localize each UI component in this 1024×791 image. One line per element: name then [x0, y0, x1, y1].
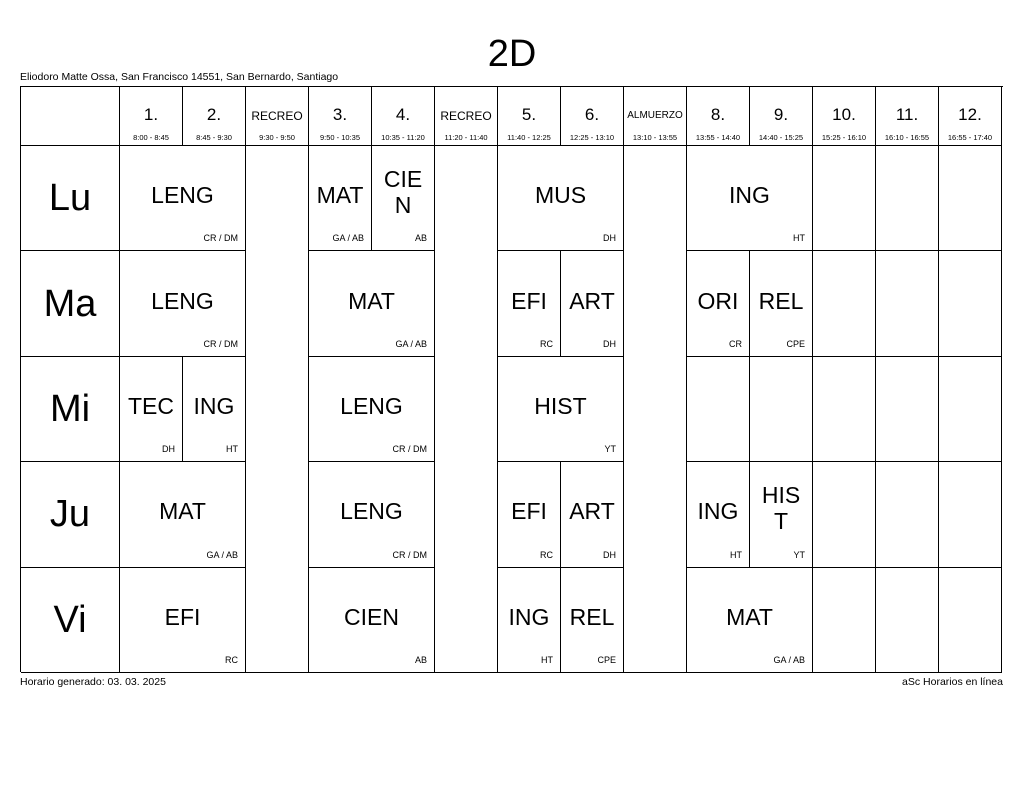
- lesson-teacher: DH: [603, 233, 616, 244]
- lesson-cell[interactable]: [498, 251, 561, 356]
- lesson-subject: EFI: [164, 603, 201, 630]
- break-cell: [435, 357, 498, 462]
- lesson-subject: EFI: [511, 287, 547, 314]
- empty-cell: [813, 568, 876, 673]
- lesson-teacher: CPE: [597, 654, 616, 665]
- school-address: Eliodoro Matte Ossa, San Francisco 14551, San Bernardo, Santiago: [20, 71, 339, 83]
- period-time: 12:25 - 13:10: [569, 133, 615, 142]
- lesson-subject: HIST: [534, 392, 587, 419]
- empty-cell: [939, 568, 1002, 673]
- period-number: 1.: [143, 105, 159, 124]
- lesson-subject: TEC: [128, 392, 174, 419]
- period-header: [813, 87, 876, 146]
- break-cell: [246, 251, 309, 356]
- lesson-subject: CIEN: [344, 603, 399, 630]
- period-header: [876, 87, 939, 146]
- period-header: [687, 87, 750, 146]
- corner-cell: [21, 87, 120, 146]
- lesson-teacher: HT: [793, 233, 805, 244]
- lesson-subject: LENG: [340, 498, 403, 525]
- lesson-cell[interactable]: [687, 251, 750, 356]
- period-time: 11:20 - 11:40: [444, 133, 488, 142]
- lesson-cell[interactable]: [498, 146, 624, 251]
- lesson-subject: ART: [569, 287, 615, 314]
- empty-cell: [939, 462, 1002, 567]
- lesson-cell[interactable]: [498, 357, 624, 462]
- lesson-subject: ING: [193, 392, 235, 419]
- empty-cell: [876, 357, 939, 462]
- break-cell: [246, 357, 309, 462]
- lesson-cell[interactable]: [309, 251, 435, 356]
- period-header: [120, 87, 183, 146]
- lesson-teacher: RC: [225, 654, 238, 665]
- period-number: 6.: [584, 105, 600, 124]
- lesson-cell[interactable]: [309, 568, 435, 673]
- lesson-subject: MAT: [348, 287, 395, 314]
- period-time: 10:35 - 11:20: [381, 133, 425, 142]
- lesson-cell[interactable]: [561, 462, 624, 567]
- period-time: 16:10 - 16:55: [884, 133, 930, 142]
- lesson-subject: LENG: [340, 392, 403, 419]
- day-label-cell: [21, 462, 120, 567]
- lesson-teacher: HT: [730, 549, 742, 560]
- period-header: [939, 87, 1002, 146]
- lesson-subject: ART: [569, 498, 615, 525]
- break-cell: [624, 462, 687, 567]
- break-label: RECREO: [440, 109, 492, 123]
- day-name: Ma: [43, 282, 97, 325]
- lesson-teacher: DH: [603, 338, 616, 349]
- break-header: [435, 87, 498, 146]
- page-title: 2D: [487, 33, 537, 75]
- break-cell: [624, 146, 687, 251]
- lesson-subject: MAT: [159, 498, 206, 525]
- lesson-teacher: DH: [603, 549, 616, 560]
- lesson-cell[interactable]: [120, 568, 246, 673]
- period-number: 5.: [521, 105, 537, 124]
- empty-cell: [687, 357, 750, 462]
- day-label-cell: [21, 146, 120, 251]
- lesson-teacher: CR / DM: [203, 233, 238, 244]
- lesson-subject: LENG: [151, 287, 214, 314]
- lesson-cell[interactable]: [120, 146, 246, 251]
- lesson-cell[interactable]: [687, 462, 750, 567]
- day-name: Vi: [53, 598, 87, 641]
- period-time: 9:50 - 10:35: [319, 133, 361, 142]
- break-cell: [246, 146, 309, 251]
- period-header: [372, 87, 435, 146]
- brand-label: aSc Horarios en línea: [902, 676, 1003, 688]
- lesson-subject: ING: [508, 603, 550, 630]
- lesson-teacher: AB: [414, 654, 427, 665]
- period-time: 13:55 - 14:40: [695, 133, 741, 142]
- break-cell: [435, 462, 498, 567]
- period-time: 13:10 - 13:55: [632, 133, 678, 142]
- lesson-subject: ORI: [697, 287, 739, 314]
- period-time: 14:40 - 15:25: [758, 133, 804, 142]
- day-label-cell: [21, 568, 120, 673]
- lesson-cell[interactable]: [120, 462, 246, 567]
- day-name: Ju: [49, 493, 91, 536]
- day-name: Lu: [48, 177, 92, 220]
- lesson-subject: HIST: [761, 482, 801, 535]
- lesson-teacher: CR / DM: [392, 549, 427, 560]
- period-number: 11.: [895, 105, 919, 124]
- lesson-teacher: CPE: [786, 338, 805, 349]
- lesson-cell[interactable]: [498, 568, 561, 673]
- lesson-cell[interactable]: [309, 462, 435, 567]
- lesson-cell[interactable]: [309, 146, 372, 251]
- lesson-cell[interactable]: [750, 462, 813, 567]
- lesson-cell[interactable]: [561, 251, 624, 356]
- break-label: ALMUERZO: [627, 110, 683, 121]
- period-header: [750, 87, 813, 146]
- period-time: 9:30 - 9:50: [259, 133, 295, 142]
- empty-cell: [813, 251, 876, 356]
- lesson-cell[interactable]: [309, 357, 435, 462]
- lesson-teacher: HT: [541, 654, 553, 665]
- period-time: 15:25 - 16:10: [821, 133, 867, 142]
- lesson-cell[interactable]: [183, 357, 246, 462]
- break-cell: [246, 568, 309, 673]
- lesson-subject: MAT: [316, 182, 364, 209]
- empty-cell: [876, 146, 939, 251]
- lesson-teacher: RC: [540, 549, 553, 560]
- break-label: RECREO: [251, 109, 303, 123]
- lesson-subject: ING: [697, 498, 739, 525]
- break-cell: [435, 251, 498, 356]
- break-cell: [624, 568, 687, 673]
- lesson-subject: REL: [758, 287, 804, 314]
- empty-cell: [939, 146, 1002, 251]
- lesson-subject: LENG: [151, 182, 214, 209]
- period-number: 12.: [958, 105, 982, 124]
- lesson-subject: REL: [569, 603, 615, 630]
- day-name: Mi: [49, 387, 91, 430]
- lesson-teacher: YT: [793, 549, 805, 560]
- period-number: 3.: [332, 105, 348, 124]
- period-header: [309, 87, 372, 146]
- empty-cell: [876, 462, 939, 567]
- period-number: 9.: [773, 105, 789, 124]
- lesson-cell[interactable]: [498, 462, 561, 567]
- timetable-grid: [20, 86, 1003, 672]
- lesson-subject: MAT: [726, 603, 773, 630]
- period-header: [561, 87, 624, 146]
- lesson-teacher: CR / DM: [203, 338, 238, 349]
- break-cell: [624, 357, 687, 462]
- lesson-teacher: GA / AB: [395, 338, 427, 349]
- lesson-teacher: CR / DM: [392, 444, 427, 455]
- period-number: 10.: [832, 105, 856, 124]
- empty-cell: [750, 357, 813, 462]
- empty-cell: [939, 357, 1002, 462]
- lesson-subject: ING: [729, 182, 770, 209]
- lesson-teacher: HT: [226, 444, 238, 455]
- break-cell: [246, 462, 309, 567]
- empty-cell: [876, 568, 939, 673]
- lesson-teacher: GA / AB: [332, 233, 364, 244]
- period-time: 8:00 - 8:45: [133, 133, 169, 142]
- lesson-teacher: CR: [729, 338, 742, 349]
- period-number: 4.: [395, 105, 411, 124]
- empty-cell: [939, 251, 1002, 356]
- period-number: 2.: [206, 105, 222, 124]
- break-cell: [435, 146, 498, 251]
- lesson-cell[interactable]: [372, 146, 435, 251]
- lesson-subject: EFI: [511, 498, 547, 525]
- lesson-cell[interactable]: [120, 357, 183, 462]
- lesson-teacher: RC: [540, 338, 553, 349]
- break-cell: [624, 251, 687, 356]
- day-label-cell: [21, 251, 120, 356]
- lesson-teacher: AB: [414, 233, 427, 244]
- break-header: [246, 87, 309, 146]
- break-cell: [435, 568, 498, 673]
- lesson-cell[interactable]: [561, 568, 624, 673]
- lesson-cell[interactable]: [120, 251, 246, 356]
- empty-cell: [813, 357, 876, 462]
- break-header: [624, 87, 687, 146]
- lesson-teacher: YT: [604, 444, 616, 455]
- period-time: 16:55 - 17:40: [947, 133, 993, 142]
- period-number: 8.: [710, 105, 726, 124]
- lesson-subject: CIEN: [383, 165, 423, 218]
- period-time: 8:45 - 9:30: [196, 133, 232, 142]
- lesson-cell[interactable]: [687, 568, 813, 673]
- period-header: [183, 87, 246, 146]
- empty-cell: [813, 146, 876, 251]
- lesson-teacher: GA / AB: [206, 549, 238, 560]
- empty-cell: [876, 251, 939, 356]
- lesson-cell[interactable]: [687, 146, 813, 251]
- generated-date: Horario generado: 03. 03. 2025: [20, 676, 166, 688]
- lesson-subject: MUS: [534, 182, 587, 209]
- period-header: [498, 87, 561, 146]
- day-label-cell: [21, 357, 120, 462]
- empty-cell: [813, 462, 876, 567]
- period-time: 11:40 - 12:25: [507, 133, 551, 142]
- lesson-cell[interactable]: [750, 251, 813, 356]
- lesson-teacher: DH: [162, 444, 175, 455]
- lesson-teacher: GA / AB: [773, 654, 805, 665]
